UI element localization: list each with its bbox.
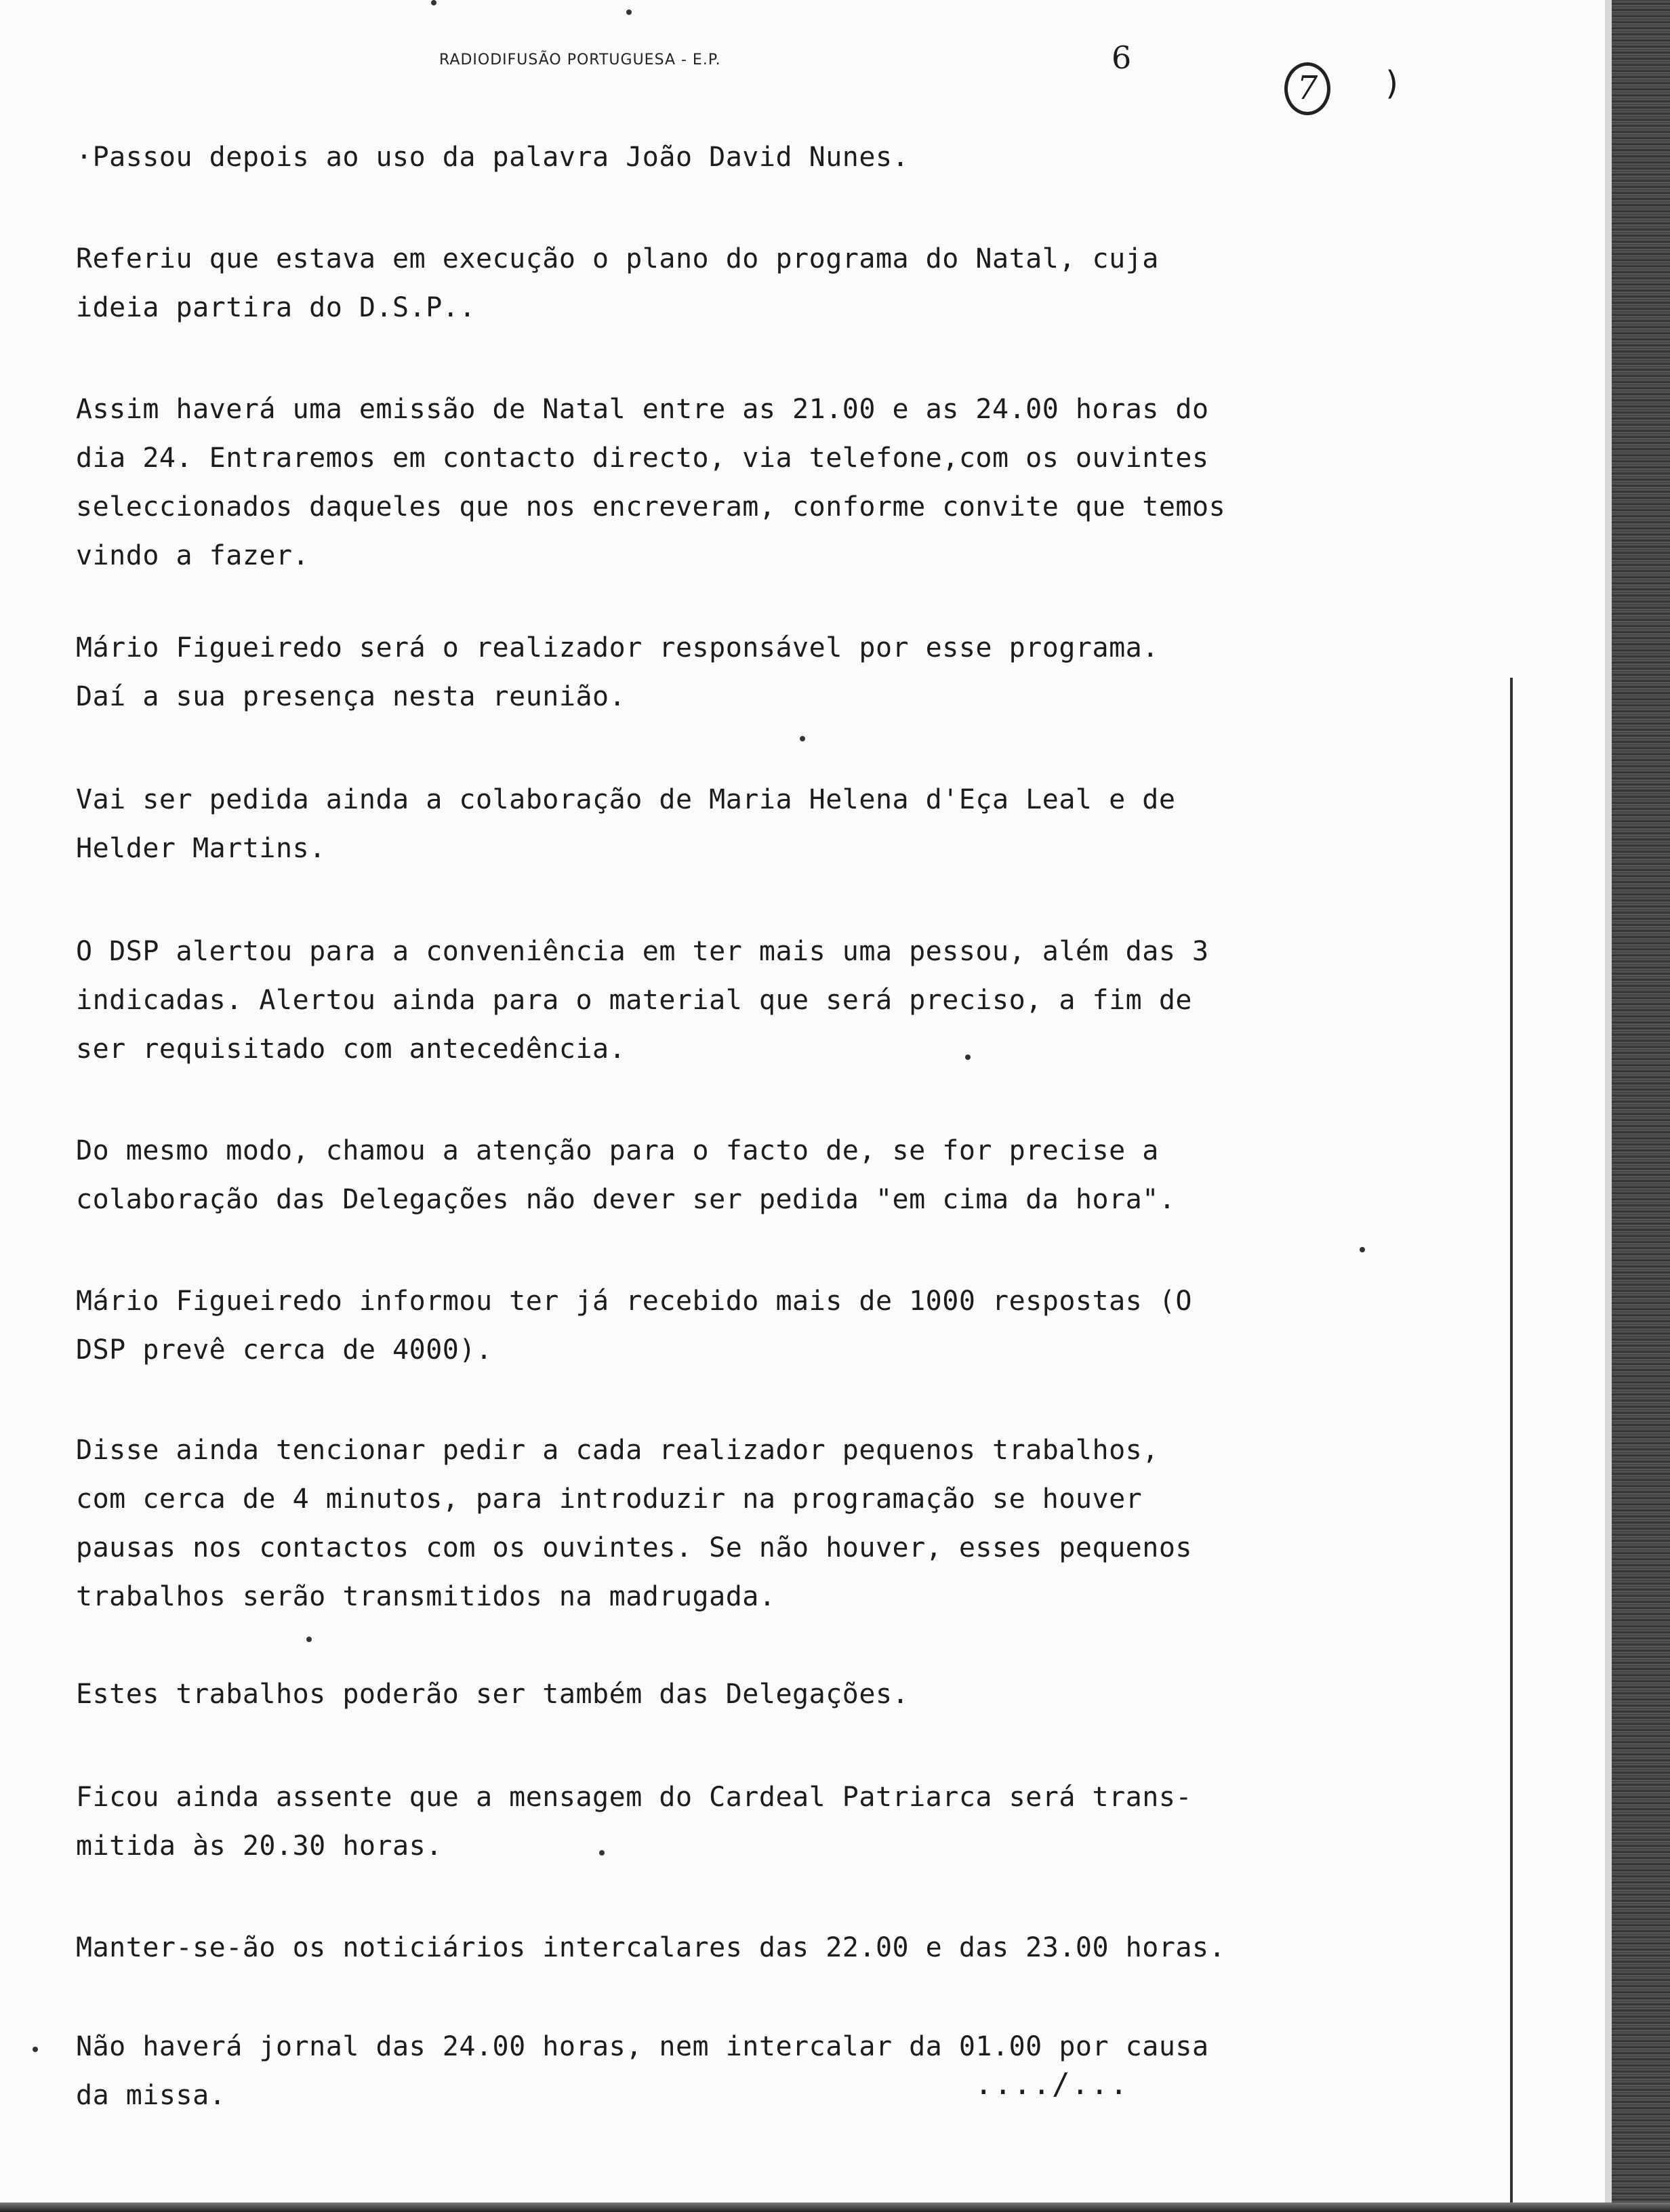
paragraph-5: Vai ser pedida ainda a colaboração de Maria Helena d'Eça Leal e de Helder Martins. bbox=[76, 784, 1176, 864]
scan-speck bbox=[431, 0, 436, 5]
paragraph-4: Mário Figueiredo será o realizador responsável por esse programa. Daí a sua presença nesta reunião. bbox=[76, 632, 1159, 712]
page-number: 6 bbox=[1112, 39, 1132, 76]
paragraph-8: Mário Figueiredo informou ter já recebido mais de 1000 respostas (O DSP prevê cerca de 4000). bbox=[76, 1286, 1192, 1366]
letterhead-title: RADIODIFUSÃO PORTUGUESA - E.P. bbox=[439, 52, 721, 68]
paragraph-9: Disse ainda tencionar pedir a cada realizador pequenos trabalhos, com cerca de 4 minutos, para introduzir na programação se houver pausas nos contactos com os ouvintes. Se não houver, esses pequenos trabalhos serão transmitidos na madrugada. bbox=[76, 1435, 1192, 1612]
continuation-mark: ..../... bbox=[975, 2067, 1129, 2102]
scan-speck bbox=[800, 736, 805, 741]
paragraph-10: Estes trabalhos poderão ser também das Delegações. bbox=[76, 1679, 910, 1710]
scan-speck bbox=[626, 9, 632, 15]
paragraph-6: O DSP alertou para a conveniência em ter mais uma pessou, além das 3 indicadas. Alertou ainda para o material que será preciso, a fim de ser requisitado com antecedência. bbox=[76, 936, 1209, 1065]
scan-speck bbox=[599, 1850, 605, 1856]
paragraph-3: Assim haverá uma emissão de Natal entre as 21.00 e as 24.00 horas do dia 24. Entraremos em contacto directo, via telefone,com os ouvintes seleccionados daqueles que nos encreveram, conforme convite que temos vindo a fazer. bbox=[76, 394, 1226, 571]
scan-speck bbox=[965, 1054, 971, 1060]
scan-speck bbox=[1360, 1247, 1365, 1252]
scan-binding-edge bbox=[1612, 0, 1670, 2212]
handwritten-paren-mark: ) bbox=[1383, 64, 1402, 102]
paragraph-12: Manter-se-ão os noticiários intercalares das 22.00 e das 23.00 horas. bbox=[76, 1932, 1226, 1963]
scan-margin-line bbox=[1510, 678, 1513, 2203]
paragraph-11: Ficou ainda assente que a mensagem do Cardeal Patriarca será trans- mitida às 20.30 horas. bbox=[76, 1782, 1192, 1862]
scan-bottom-edge bbox=[0, 2203, 1670, 2212]
scan-speck bbox=[306, 1637, 312, 1642]
paragraph-7: Do mesmo modo, chamou a atenção para o facto de, se for precise a colaboração das Delegações não dever ser pedida "em cima da hora". bbox=[76, 1135, 1176, 1215]
scan-speck bbox=[33, 2047, 38, 2052]
scan-shadow bbox=[1605, 0, 1612, 2212]
handwritten-circled-number: 7 bbox=[1284, 62, 1330, 115]
paragraph-2: Referiu que estava em execução o plano do programa do Natal, cuja ideia partira do D.S.P.. bbox=[76, 243, 1159, 323]
paragraph-13: Não haverá jornal das 24.00 horas, nem intercalar da 01.00 por causa da missa. bbox=[76, 2031, 1209, 2111]
paragraph-1: ·Passou depois ao uso da palavra João David Nunes. bbox=[76, 142, 910, 173]
